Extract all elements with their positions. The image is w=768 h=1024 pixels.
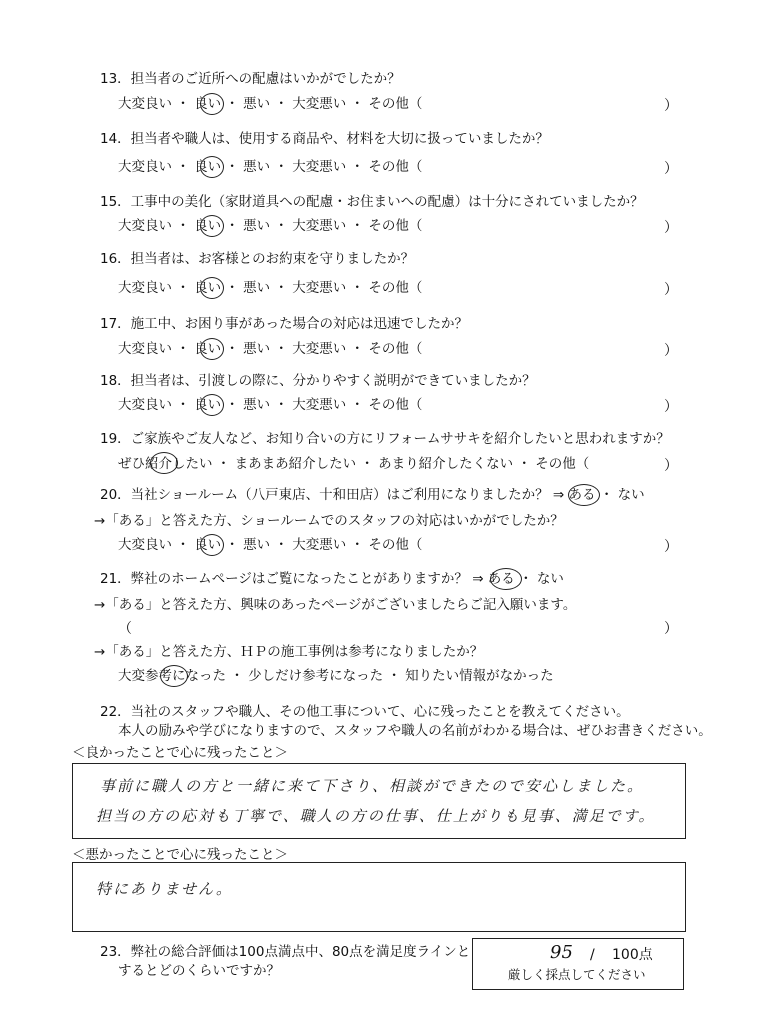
score-slash: / [590, 947, 595, 963]
close-paren: ） [664, 458, 678, 474]
selected-answer-circle [160, 665, 188, 687]
question-text: 22．当社のスタッフや職人、その他工事について、心に残ったことを教えてください。 [100, 704, 630, 720]
bad-comments-label: ＜悪かったことで心に残ったこと＞ [72, 847, 288, 863]
selected-answer-circle [150, 452, 178, 474]
answer-options: 大変良い ・ 良い ・ 悪い ・ 大変悪い ・ その他（ [118, 397, 423, 413]
question-text: 23．弊社の総合評価は100点満点中、80点を満足度ラインと [100, 944, 471, 960]
question-text: 17．施工中、お困り事があった場合の対応は迅速でしたか？ [100, 316, 469, 332]
handwritten-good-comment-2: 担当の方の応対も丁寧で、職人の方の仕事、仕上がりも見事、満足です。 [96, 807, 656, 825]
open-paren: （ [118, 621, 132, 637]
note-text: 本人の励みや学びになりますので、スタッフや職人の名前がわかる場合は、ぜひお書きください。 [118, 723, 712, 739]
handwritten-good-comment-1: 事前に職人の方と一緒に来て下さり、相談ができたので安心しました。 [100, 777, 645, 795]
sub-question-text: →「ある」と答えた方、興味のあったページがございましたらご記入願います。 [94, 597, 577, 613]
selected-answer-circle [200, 534, 224, 556]
answer-options: 大変良い ・ 良い ・ 悪い ・ 大変悪い ・ その他（ [118, 96, 423, 112]
selected-answer-circle [490, 568, 522, 590]
question-text: 21．弊社のホームページはご覧になったことがありますか？ ⇒ ある ・ ない [100, 571, 564, 587]
score-note: 厳しく採点してください [508, 967, 646, 982]
close-paren: ） [664, 161, 678, 177]
close-paren: ） [664, 621, 678, 637]
close-paren: ） [664, 399, 678, 415]
selected-answer-circle [200, 394, 224, 416]
answer-options: 大変参考になった ・ 少しだけ参考になった ・ 知りたい情報がなかった [118, 668, 554, 684]
answer-options: 大変良い ・ 良い ・ 悪い ・ 大変悪い ・ その他（ [118, 159, 423, 175]
score-max: 100点 [612, 947, 653, 963]
sub-question-text: →「ある」と答えた方、ＨＰの施工事例は参考になりましたか？ [94, 644, 484, 660]
close-paren: ） [664, 220, 678, 236]
close-paren: ） [664, 282, 678, 298]
answer-options: 大変良い ・ 良い ・ 悪い ・ 大変悪い ・ その他（ [118, 537, 423, 553]
question-text-cont: するとどのくらいですか？ [118, 963, 280, 979]
question-text: 13．担当者のご近所への配慮はいかがでしたか？ [100, 71, 401, 87]
selected-answer-circle [200, 215, 224, 237]
selected-answer-circle [200, 338, 224, 360]
good-comments-label: ＜良かったことで心に残ったこと＞ [72, 745, 288, 761]
question-text: 16．担当者は、お客様とのお約束を守りましたか？ [100, 251, 415, 267]
handwritten-score: 95 [550, 942, 573, 963]
question-text: 15．工事中の美化（家財道具への配慮・お住まいへの配慮）は十分にされていましたか？ [100, 194, 644, 210]
answer-options: 大変良い ・ 良い ・ 悪い ・ 大変悪い ・ その他（ [118, 218, 423, 234]
question-text: 14．担当者や職人は、使用する商品や、材料を大切に扱っていましたか？ [100, 131, 549, 147]
answer-options: ぜひ紹介したい ・ まあまあ紹介したい ・ あまり紹介したくない ・ その他（ [118, 456, 590, 472]
sub-question-text: →「ある」と答えた方、ショールームでのスタッフの対応はいかがでしたか？ [94, 513, 564, 529]
question-text: 20．当社ショールーム（八戸東店、十和田店）はご利用になりましたか？ ⇒ ある ・ ない [100, 487, 645, 503]
close-paren: ） [664, 343, 678, 359]
selected-answer-circle [200, 93, 224, 115]
close-paren: ） [664, 539, 678, 555]
answer-options: 大変良い ・ 良い ・ 悪い ・ 大変悪い ・ その他（ [118, 280, 423, 296]
handwritten-bad-comment: 特にありません。 [96, 880, 233, 898]
close-paren: ） [664, 98, 678, 114]
question-text: 19．ご家族やご友人など、お知り合いの方にリフォームササキを紹介したいと思われますか？ [100, 431, 670, 447]
question-text: 18．担当者は、引渡しの際に、分かりやすく説明ができていましたか？ [100, 373, 536, 389]
selected-answer-circle [200, 277, 224, 299]
selected-answer-circle [200, 156, 224, 178]
answer-options: 大変良い ・ 良い ・ 悪い ・ 大変悪い ・ その他（ [118, 341, 423, 357]
selected-answer-circle [568, 484, 600, 506]
